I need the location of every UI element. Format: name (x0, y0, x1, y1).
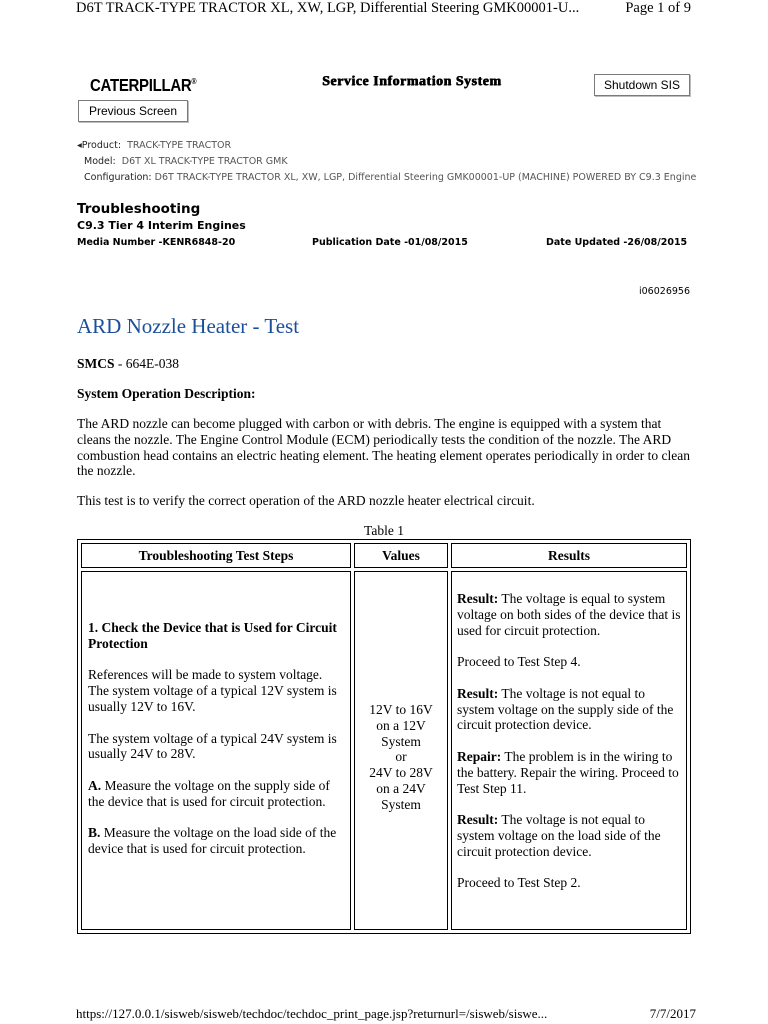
step-b-label: B. (88, 825, 101, 841)
smcs-value: - 664E-038 (114, 356, 180, 371)
document-id: i06026956 (639, 286, 690, 297)
publication-date: Publication Date -01/08/2015 (312, 237, 468, 248)
repair (457, 749, 682, 796)
product-value: TRACK-TYPE TRACTOR (127, 140, 232, 151)
values-cell (354, 571, 448, 930)
print-page-number: Page 1 of 9 (625, 0, 691, 16)
config-label: Configuration: (84, 172, 152, 183)
print-footer-date: 7/7/2017 (649, 1006, 696, 1021)
value-line: or (395, 749, 407, 765)
result-3-proceed: Proceed to Test Step 2. (457, 875, 581, 891)
description-paragraph: The ARD nozzle can become plugged with carbon or with debris. The engine is equipped with a system that cleans the nozzle. The Engine Control Module (ECM) periodically tests the condition of the nozzle. The ARD combustion head contains an electric heating element. The heating element operates periodically in order to clean the nozzle. (77, 416, 691, 479)
smcs-label: SMCS (77, 356, 115, 371)
result-label: Result: (457, 812, 499, 828)
step-paragraph-1: References will be made to system voltage. The system voltage of a typical 12V system is usually 12V to 16V. (88, 667, 337, 714)
model-line (84, 156, 288, 167)
result-2 (457, 686, 682, 733)
result-label: Result: (457, 591, 499, 606)
section-title: Troubleshooting (77, 201, 201, 217)
system-operation-heading: System Operation Description: (77, 386, 256, 401)
print-header-title: D6T TRACK-TYPE TRACTOR XL, XW, LGP, Differential Steering GMK00001-U... (76, 0, 580, 16)
step-a (88, 778, 344, 810)
model-value: D6T XL TRACK-TYPE TRACTOR GMK (121, 156, 288, 167)
logo-mark: ® (191, 78, 197, 87)
section-subtitle: C9.3 Tier 4 Interim Engines (77, 219, 246, 232)
result-1 (457, 591, 682, 638)
repair-text: The problem is in the wiring to the battery. Repair the wiring. Proceed to Test Step 11. (457, 748, 679, 796)
print-footer-url: https://127.0.0.1/sisweb/sisweb/techdoc/techdoc_print_page.jsp?returnurl=/sisweb/siswe... (76, 1006, 548, 1021)
value-line: 12V to 16V (369, 702, 433, 717)
header-results: Results (451, 543, 687, 568)
test-purpose-paragraph: This test is to verify the correct operation of the ARD nozzle heater electrical circuit. (77, 493, 535, 508)
result-text: The voltage is not equal to system voltage on the supply side of the circuit protection device. (457, 685, 674, 733)
table-caption: Table 1 (364, 523, 404, 538)
step-paragraph-2: The system voltage of a typical 24V system is usually 24V to 28V. (88, 730, 337, 762)
model-label: Model: (84, 156, 116, 167)
shutdown-sis-button[interactable]: Shutdown SIS (594, 74, 690, 96)
step-b-text: Measure the voltage on the load side of the device that is used for circuit protection. (88, 825, 337, 857)
logo-text: CATERPILLAR (90, 76, 192, 96)
smcs-line (77, 356, 179, 372)
header-test-steps: Troubleshooting Test Steps (81, 543, 351, 568)
repair-label: Repair: (457, 748, 502, 764)
result-3 (457, 812, 682, 859)
result-label: Result: (457, 685, 499, 701)
product-label: Product: (81, 140, 122, 151)
caterpillar-logo (90, 76, 196, 96)
value-line: 24V to 28V (369, 765, 433, 781)
configuration-line (84, 172, 696, 183)
value-line: on a 24V (376, 780, 426, 796)
page-title: ARD Nozzle Heater - Test (77, 314, 300, 338)
step-b (88, 825, 344, 857)
value-line: on a 12V (376, 717, 426, 733)
results-cell (451, 571, 687, 930)
header-values: Values (354, 543, 448, 568)
result-1-proceed: Proceed to Test Step 4. (457, 654, 581, 670)
bullet-icon: ◂ (77, 140, 82, 151)
media-number: Media Number -KENR6848-20 (77, 237, 236, 248)
sis-title: Service Information System (322, 74, 502, 89)
result-text: The voltage is equal to system voltage on both sides of the device that is used for circuit protection. (457, 591, 681, 638)
value-line: System (381, 733, 421, 749)
troubleshooting-table (77, 539, 691, 934)
step-title: 1. Check the Device that is Used for Circuit Protection (88, 620, 337, 651)
previous-screen-button[interactable]: Previous Screen (78, 100, 188, 122)
config-value: D6T TRACK-TYPE TRACTOR XL, XW, LGP, Differential Steering GMK00001-UP (MACHINE) POWERED BY C9.3 Engine (154, 172, 697, 183)
test-step-cell (81, 571, 351, 930)
result-text: The voltage is not equal to system voltage on the load side of the circuit protection device. (457, 812, 661, 859)
product-line (77, 140, 231, 151)
date-updated: Date Updated -26/08/2015 (546, 237, 688, 248)
value-line: System (381, 796, 421, 812)
step-a-label: A. (88, 777, 102, 793)
step-a-text: Measure the voltage on the supply side of the device that is used for circuit protection. (88, 777, 330, 809)
